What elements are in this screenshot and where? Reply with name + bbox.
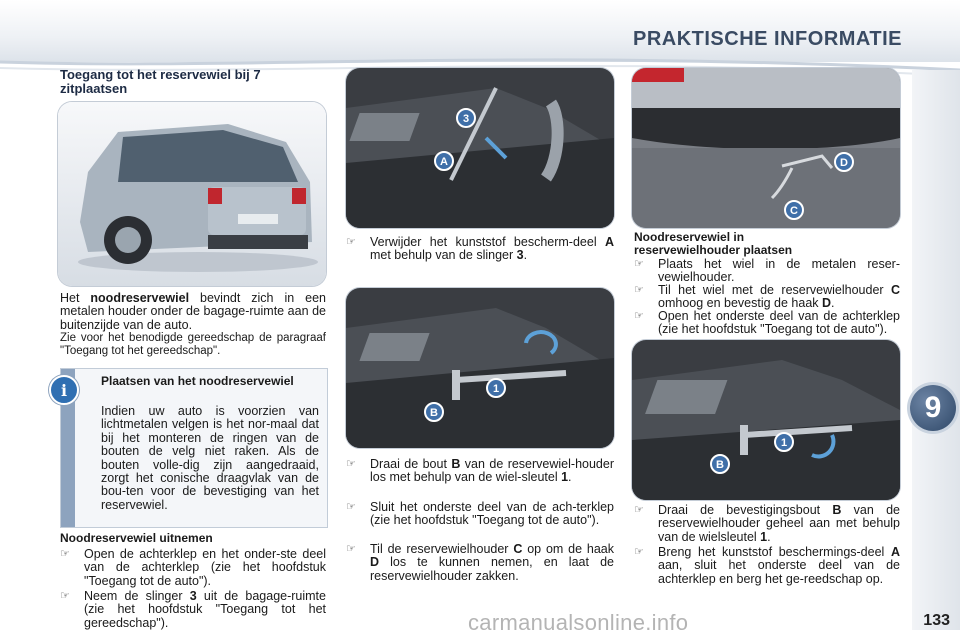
left-bullet-2: ☞ Neem de slinger 3 uit de bagage-ruimte (zie het hoofdstuk "Toegang tot het gereedschap"). — [60, 589, 326, 630]
page-number: 133 — [923, 612, 950, 629]
fig-label-b2: B — [716, 459, 724, 471]
spare-wheel-photo — [632, 340, 900, 500]
pointing-hand-icon: ☞ — [346, 543, 356, 555]
right-bullet-4: ☞ Draai de bevestigingsbout B van de reservewielhouder geheel aan met behulp van de wielsleutel 1. — [634, 503, 900, 544]
info-title: Plaatsen van het noodreservewiel — [101, 374, 294, 388]
trunk-photo-a — [346, 68, 614, 228]
info-body: Indien uw auto is voorzien van lichtmetalen velgen is het nor-maal dat bij het monteren de ringen van de bouten de velg niet raken. Als de bouten volle-dig zijn aangedraaid, zorgt het conische draagvlak van de bou-ten voor de bevestiging van het reservewiel. — [101, 404, 319, 512]
pointing-hand-icon: ☞ — [634, 284, 644, 296]
underbody-photo — [632, 68, 900, 228]
pointing-hand-icon: ☞ — [634, 310, 644, 322]
chapter-tab[interactable]: 9 — [910, 385, 956, 431]
fig-label-c: C — [790, 205, 798, 217]
mid-bullet-4: ☞ Til de reservewielhouder C op om de haak D los te kunnen nemen, en laat de reservewielhouder zakken. — [346, 542, 615, 583]
pointing-hand-icon: ☞ — [346, 501, 356, 513]
right-bullet-5: ☞ Breng het kunststof beschermings-deel A aan, sluit het onderste deel van de achterklep en berg het ge-reedschap op. — [634, 545, 900, 586]
fig-label-d: D — [840, 157, 848, 169]
car-rear-photo — [58, 102, 326, 286]
fig-label-1b: 1 — [780, 437, 788, 449]
pointing-hand-icon: ☞ — [60, 590, 70, 602]
trunk-photo-b — [346, 288, 614, 448]
right-bullet-2: ☞ Til het wiel met de reservewielhouder C omhoog en bevestig de haak D. — [634, 283, 900, 311]
right-bullet-1: ☞ Plaats het wiel in de metalen reser-vewielhouder. — [634, 257, 900, 285]
fig-label-1: 1 — [492, 383, 500, 395]
info-box — [60, 368, 328, 528]
pointing-hand-icon: ☞ — [346, 236, 356, 248]
watermark: carmanualsonline.info — [468, 610, 689, 635]
intro-note: Zie voor het benodigde gereedschap de paragraaf "Toegang tot het gereedschap". — [60, 332, 326, 357]
pointing-hand-icon: ☞ — [60, 548, 70, 560]
fig-label-b: B — [430, 407, 438, 419]
side-strip — [912, 70, 960, 630]
intro-bold: noodreservewiel — [90, 291, 190, 305]
pointing-hand-icon: ☞ — [634, 546, 644, 558]
left-bullet-1: ☞ Open de achterklep en het onder-ste deel van de achterklep (zie het hoofdstuk "Toegang tot de auto"). — [60, 547, 326, 588]
pointing-hand-icon: ☞ — [634, 258, 644, 270]
pointing-hand-icon: ☞ — [634, 504, 644, 516]
section-title: Toegang tot het reservewiel bij 7 zitplaatsen — [60, 67, 261, 96]
info-icon: i — [49, 375, 79, 405]
fig-label-3: 3 — [462, 113, 470, 125]
page-title: PRAKTISCHE INFORMATIE — [632, 28, 902, 50]
remove-heading: Noodreservewiel uitnemen — [60, 531, 213, 545]
right-bullet-3: ☞ Open het onderste deel van de achterklep (zie het hoofdstuk "Toegang tot de auto"). — [634, 309, 900, 337]
mid-bullet-1: ☞ Verwijder het kunststof bescherm-deel A met behulp van de slinger 3. — [346, 235, 614, 263]
right-heading: Noodreservewiel in reservewielhouder plaatsen — [634, 230, 793, 257]
fig-label-a: A — [440, 156, 448, 168]
pointing-hand-icon: ☞ — [346, 458, 356, 470]
mid-bullet-3: ☞ Sluit het onderste deel van de ach-terklep (zie het hoofdstuk "Toegang tot de auto"). — [346, 500, 614, 528]
mid-bullet-2: ☞ Draai de bout B van de reservewiel-houder los met behulp van de wiel-sleutel 1. — [346, 457, 614, 485]
intro-paragraph: Het noodreservewiel bevindt zich in een metalen houder onder de bagage-ruimte aan de buitenzijde van de auto. — [60, 291, 326, 332]
